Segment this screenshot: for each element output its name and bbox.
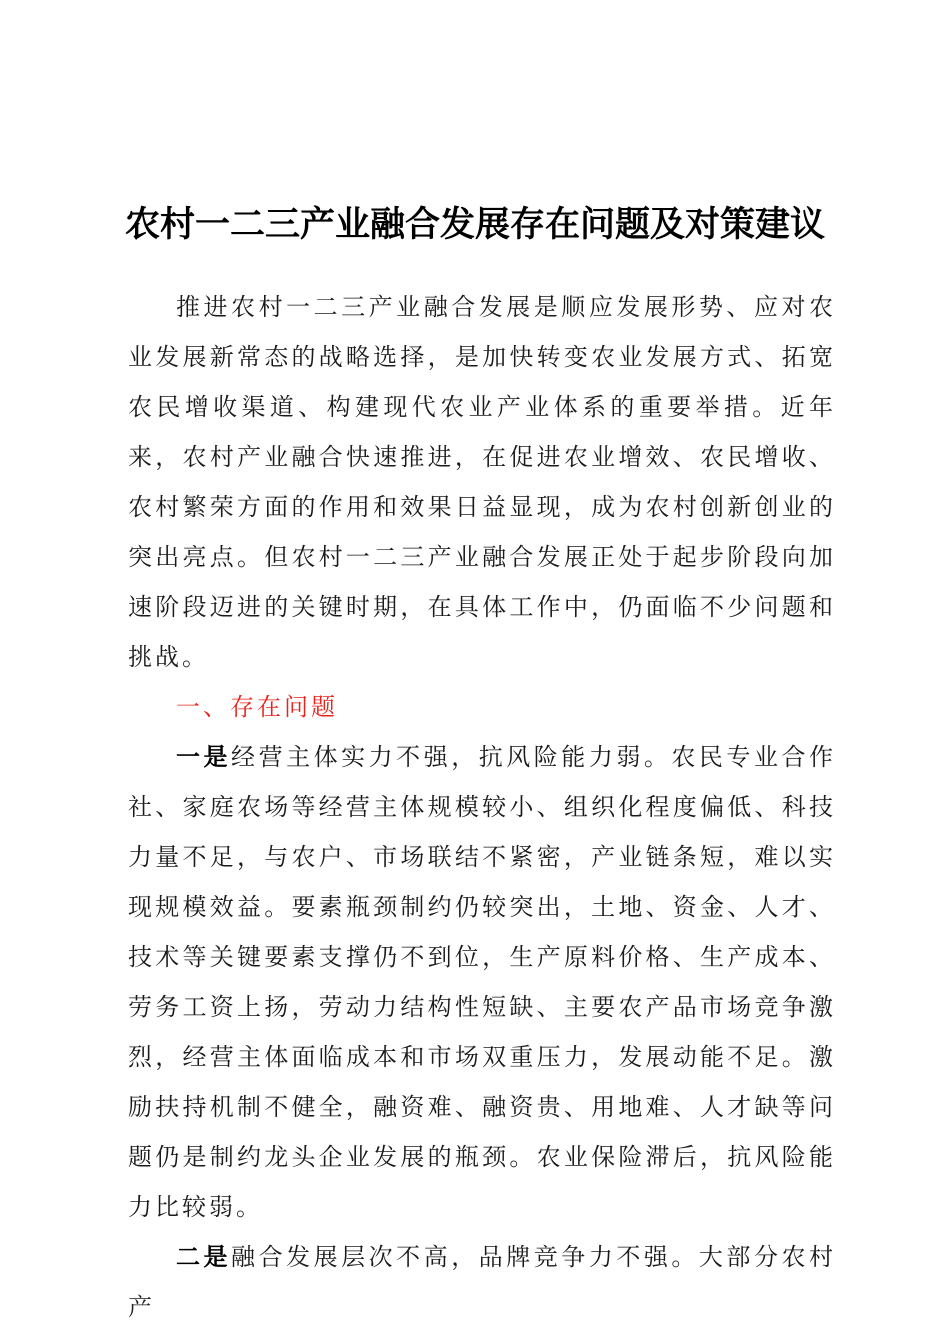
point-1-lead: 一是 [176,743,232,771]
document-title: 农村一二三产业融合发展存在问题及对策建议 [124,204,825,245]
point-1-paragraph [128,732,836,1232]
point-2-text: 融合发展层次不高，品牌竞争力不强。大部分农村产 [128,1243,837,1321]
document-body [128,282,836,1332]
section-heading-problems: 一、存在问题 [176,693,338,721]
point-2-lead: 二是 [176,1243,232,1271]
point-2-paragraph [128,1232,836,1332]
intro-paragraph: 推进农村一二三产业融合发展是顺应发展形势、应对农业发展新常态的战略选择，是加快转变农业发展方式、拓宽农民增收渠道、构建现代农业产业体系的重要举措。近年来，农村产业融合快速推进，在促进农业增效、农民增收、农村繁荣方面的作用和效果日益显现，成为农村创新创业的突出亮点。但农村一二三产业融合发展正处于起步阶段向加速阶段迈进的关键时期，在具体工作中，仍面临不少问题和挑战。 [128,293,836,671]
point-1-text: 经营主体实力不强，抗风险能力弱。农民专业合作社、家庭农场等经营主体规模较小、组织化程度偏低、科技力量不足，与农户、市场联结不紧密，产业链条短，难以实现规模效益。要素瓶颈制约仍较突出，土地、资金、人才、技术等关键要素支撑仍不到位，生产原料价格、生产成本、劳务工资上扬，劳动力结构性短缺、主要农产品市场竞争激烈，经营主体面临成本和市场双重压力，发展动能不足。激励扶持机制不健全，融资难、融资贵、用地难、人才缺等问题仍是制约龙头企业发展的瓶颈。农业保险滞后，抗风险能力比较弱。 [128,743,837,1221]
